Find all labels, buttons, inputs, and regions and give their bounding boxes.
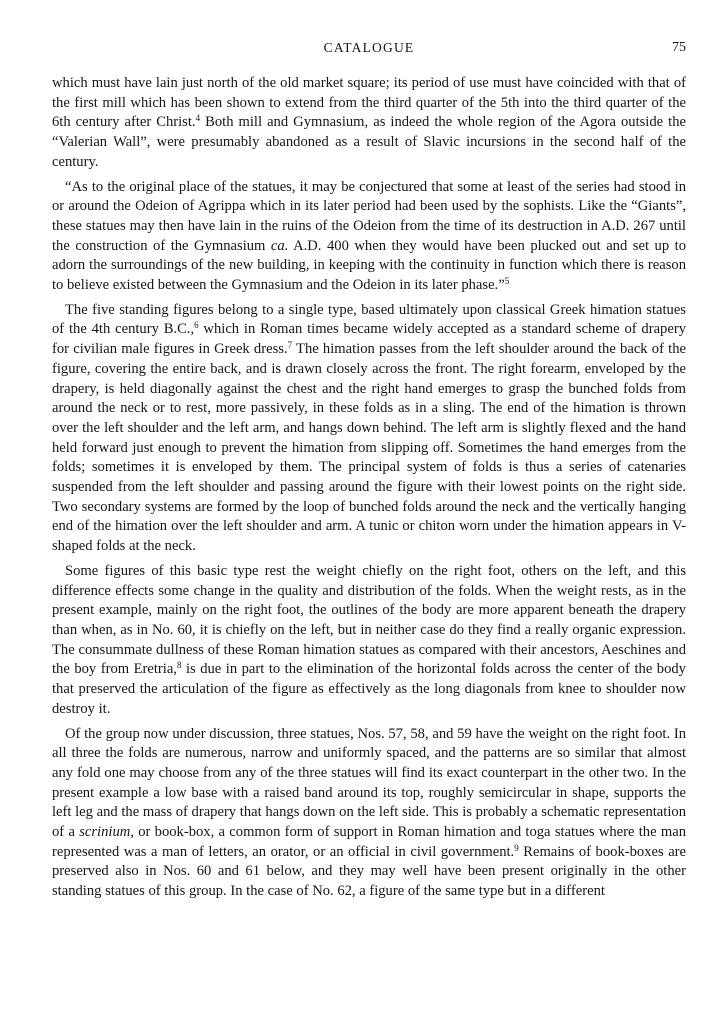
paragraph-2: [52, 178, 686, 296]
footnote-ref: 6: [194, 320, 199, 331]
paragraph-text: Both mill and Gymnasium, as indeed the whole region of the Agora outside the “Valerian Wall”, were presumably abandoned as a result of Slavic incursions in the second half of the century.: [52, 114, 686, 170]
body-text: [52, 74, 686, 902]
paragraph-text: Some figures of this basic type rest the weight chiefly on the right foot, others on the left, and this difference effects some change in the quality and distribution of the folds. When the weight rests, as in the present example, mainly on the right foot, the outlines of the body are more apparent beneath the drapery than when, as in No. 60, it is chiefly on the left, but in neither case do they find a really organic expression. The consummate dullness of these Roman himation statues as compared with their ancestors, Aeschines and the boy from Eretria,: [52, 562, 686, 678]
paragraph-text: Remains of book-boxes are preserved also in Nos. 60 and 61 below, and they may well have been present originally in the other standing statues of this group. In the case of No. 62, a figure of the same type but in a different: [52, 843, 687, 900]
italic-text: scrinium,: [79, 824, 134, 841]
paragraph-text: A.D. 400 when they would have been plucked out and set up to adorn the surroundings of the new building, in keeping with the continuity in function which there is reason to believe existed between the Gymnasium and the Odeion in its later phase.”: [52, 237, 687, 294]
paragraph-3: [52, 301, 686, 557]
paragraph-4: [52, 562, 686, 720]
paragraph-text: Of the group now under discussion, three statues, Nos. 57, 58, and 59 have the weight on the right foot. In all three the folds are numerous, narrow and uniformly spaced, and the patterns are so similar that almost any fold one may choose from any of the three statues will find its exact counterpart in the other two. In the present example a low base with a raised band around its top, roughly semicircular in shape, supports the left leg and the mass of drapery that hangs down on the left side. This is probably a schematic representation of a: [52, 725, 686, 841]
paragraph-1: [52, 74, 686, 173]
paragraph-text: is due in part to the elimination of the horizontal folds across the center of the body that preserved the articulation of the figure as effectively as the long diagonals from knee to shoulder now destroy it.: [52, 661, 686, 717]
italic-text: ca.: [270, 237, 289, 254]
footnote-ref: 4: [195, 113, 201, 124]
paragraph-text: which in Roman times became widely accepted as a standard scheme of drapery for civilian male figures in Greek dress.: [52, 321, 686, 358]
paragraph-text: The five standing figures belong to a single type, based ultimately upon classical Greek himation statues of the 4th century B.C.,: [52, 301, 686, 338]
footnote-ref: 7: [287, 340, 293, 351]
footnote-ref: 8: [176, 660, 182, 671]
paragraph-5: [52, 725, 686, 902]
paragraph-text: “As to the original place of the statues, it may be conjectured that some at least of the series had stood in or around the Odeion of Agrippa which in its later period had been used by the sophists. Like the “Giants”, these statues may then have lain in the ruins of the Odeion from the time of its destruction in A.D. 267 until the construction of the Gymnasium: [52, 178, 686, 254]
footnote-ref: 9: [514, 842, 519, 853]
footnote-ref: 5: [504, 276, 510, 287]
running-head: CATALOGUE: [323, 40, 415, 55]
paragraph-text: which must have lain just north of the old market square; its period of use must have coincided with that of the first mill which has been shown to extend from the third quarter of the 5th into the third quarter of the 6th century after Christ.: [52, 75, 686, 131]
paragraph-text: or book-box, a common form of support in Roman himation and toga statues where the man represented was a man of letters, an orator, or an official in civil government.: [52, 824, 686, 860]
paragraph-text: The himation passes from the left shoulder around the back of the figure, covering the entire back, and is drawn closely across the front. The right forearm, enveloped by the drapery, is held diagonally against the chest and the right hand emerges to grasp the bunched folds from around the neck or to rest, more passively, in these folds as in a sling. The end of the himation is thrown over the left shoulder and the left arm, and hangs down behind. The left arm is slightly flexed and the hand held forward just enough to prevent the himation from slipping off. Sometimes the hand emerges from the folds; sometimes it is enveloped by them. The principal system of folds is thus a series of catenaries suspended from the left shoulder and passing around the figure with their lowest points on the right side. Two secondary systems are formed by the loop of bunched folds around the neck and the vertically hanging end of the himation over the left shoulder and arm. A tunic or chiton worn under the himation appears in V-shaped folds at the neck.: [52, 341, 686, 555]
page-header: [52, 40, 686, 62]
page-number: 75: [672, 40, 686, 55]
